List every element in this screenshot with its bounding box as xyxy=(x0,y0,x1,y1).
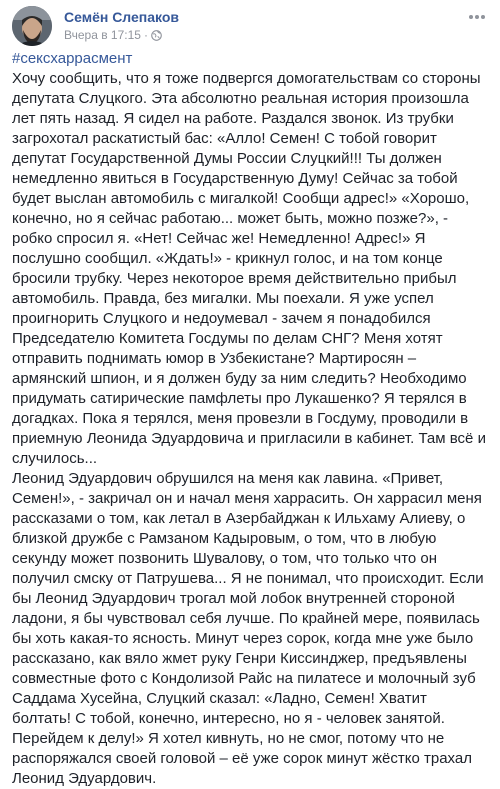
post-header xyxy=(12,6,488,46)
hashtag-link[interactable]: #сексхаррасмент xyxy=(12,50,133,67)
post-body xyxy=(12,49,488,789)
more-options-icon[interactable] xyxy=(468,12,486,22)
post-paragraph: Леонид Эдуардович обрушился на меня как лавина. «Привет, Семен!», - закричал он и начал меня харрасить. Он харрасил меня рассказами о том, как летал в Азербайджан к Ильхаму Алиеву, о близкой дружбе с Рамзаном Кадыровым, о том, что в любую секунду может позвонить Шувалову, о том, что только что он получил смску от Патрушева... Я не понимал, что происходит. Если бы Леонид Эдуардович трогал мой лобок внутренней стороной ладони, я бы чувствовал себя лучше. По крайней мере, появилась бы хоть какая-то ясность. Минут через сорок, когда мне уже было рассказано, как вяло жмет руку Генри Киссинджер, предъявлены совместные фото с Кондолизой Райс на пилатесе и молочный зуб Саддама Хусейна, Слуцкий сказал: «Ладно, Семен! Хватит болтать! С тобой, конечно, интересно, но я - человек занятой. Перейдем к делу!» Я хотел кивнуть, но не смог, потому что не распоряжался своей головой – её уже сорок минут жёстко трахал Леонид Эдуардович. xyxy=(12,470,484,787)
post-timestamp[interactable]: Вчера в 17:15 xyxy=(64,28,141,42)
globe-icon[interactable] xyxy=(151,30,162,41)
post-paragraph: Хочу сообщить, что я тоже подвергся домогательствам со стороны депутата Слуцкого. Эта абсолютно реальная история произошла лет пять назад. Я сидел на работе. Раздался звонок. Из трубки загрохотал раскатистый бас: «Алло! Семен! С тобой говорит депутат Государственной Думы России Слуцкий!!! Ты должен немедленно явиться в Государственную Думу! Сейчас за тобой будет выслан автомобиль с мигалкой! Сообщи адрес!» «Хорошо, конечно, но я сейчас работаю... может быть, можно позже?», - робко спросил я. «Нет! Сейчас же! Немедленно! Адрес!» Я послушно сообщил. «Ждать!» - крикнул голос, и на том конце бросили трубку. Через некоторое время действительно прибыл автомобиль. Правда, без мигалки. Мы поехали. Я уже успел проигнорить Слуцкого и недоумевал - зачем я понадобился Председателю Комитета Госдумы по делам СНГ? Меня хотят отправить поднимать юмор в Узбекистане? Мартиросян – армянский шпион, и я должен буду за ним следить? Необходимо придумать сатирические памфлеты про Лукашенко? Я терялся в догадках. Пока я терялся, меня провезли в Госдуму, проводили в приемную Леонида Эдуардовича и пригласили в кабинет. Там всё и случилось... xyxy=(12,70,486,467)
meta-separator: · xyxy=(143,28,148,42)
avatar-image xyxy=(12,6,52,46)
author-name[interactable]: Семён Слепаков xyxy=(64,9,180,25)
post-meta xyxy=(64,28,162,42)
avatar[interactable] xyxy=(12,6,52,46)
